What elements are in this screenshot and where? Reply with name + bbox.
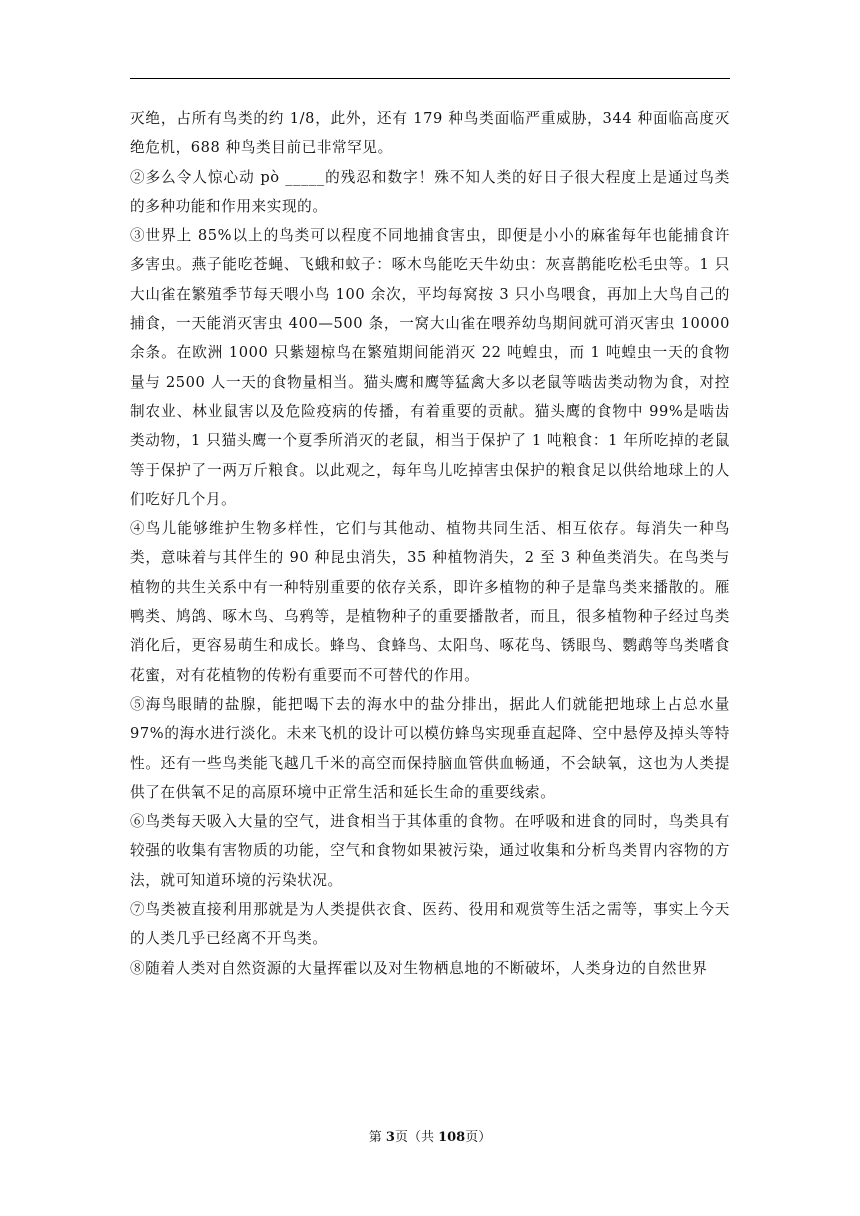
footer-prefix: 第: [368, 1130, 386, 1145]
page-footer: [0, 1130, 860, 1146]
header-rule: [130, 78, 730, 79]
body-text: [130, 104, 730, 983]
footer-total-pages: 108: [438, 1130, 466, 1145]
paragraph-6: ⑥鸟类每天吸入大量的空气，进食相当于其体重的食物。在呼吸和进食的同时，鸟类具有较强的收集有害物质的功能，空气和食物如果被污染，通过收集和分析鸟类胃内容物的方法，就可知道环境的污染状况。: [130, 813, 730, 889]
paragraph-8: ⑧随着人类对自然资源的大量挥霍以及对生物栖息地的不断破坏，人类身边的自然世界: [130, 959, 708, 977]
footer-page-number: 3: [385, 1130, 395, 1145]
paragraph-continued: 灭绝，占所有鸟类的约 1/8，此外，还有 179 种鸟类面临严重威胁，344 种面临高度灭绝危机，688 种鸟类目前已非常罕见。: [130, 110, 730, 157]
paragraph-3: ③世界上 85%以上的鸟类可以程度不同地捕食害虫，即便是小小的麻雀每年也能捕食许多害虫。燕子能吃苍蝇、飞蛾和蚊子：啄木鸟能吃天牛幼虫：灰喜鹊能吃松毛虫等。1 只大山雀在繁殖季节每天喂小鸟 100 余次，平均每窝按 3 只小鸟喂食，再加上大鸟自己的捕食，一天能消灭害虫 400—500 条，一窝大山雀在喂养幼鸟期间就可消灭害虫 10000 余条。在欧洲 1000 只紫翅椋鸟在繁殖期间能消灭 22 吨蝗虫，而 1 吨蝗虫一天的食物量与 2500 人一天的食物量相当。猫头鹰和鹰等猛禽大多以老鼠等啮齿类动物为食，对控制农业、林业鼠害以及危险疫病的传播，有着重要的贡献。猫头鹰的食物中 99%是啮齿类动物，1 只猫头鹰一个夏季所消灭的老鼠，相当于保护了 1 吨粮食：1 年所吃掉的老鼠等于保护了一两万斤粮食。以此观之，每年鸟儿吃掉害虫保护的粮食足以供给地球上的人们吃好几个月。: [130, 227, 730, 508]
paragraph-7: ⑦鸟类被直接利用那就是为人类提供衣食、医药、役用和观赏等生活之需等，事实上今天的人类几乎已经离不开鸟类。: [130, 901, 730, 948]
footer-suffix: 页）: [465, 1130, 492, 1145]
paragraph-2: ②多么令人惊心动 pò _____的残忍和数字！殊不知人类的好日子很大程度上是通过鸟类的多种功能和作用来实现的。: [130, 168, 730, 215]
footer-middle: 页（共: [394, 1130, 439, 1145]
paragraph-5: ⑤海鸟眼睛的盐腺，能把喝下去的海水中的盐分排出，据此人们就能把地球上占总水量 97%的海水进行淡化。未来飞机的设计可以模仿蜂鸟实现垂直起降、空中悬停及掉头等特性。还有一些鸟类能飞越几千米的高空而保持脑血管供血畅通，不会缺氧，这也为人类提供了在供氧不足的高原环境中正常生活和延长生命的重要线索。: [130, 695, 730, 801]
paragraph-4: ④鸟儿能够维护生物多样性，它们与其他动、植物共同生活、相互依存。每消失一种鸟类，意味着与其伴生的 90 种昆虫消失，35 种植物消失，2 至 3 种鱼类消失。在鸟类与植物的共生关系中有一种特别重要的依存关系，即许多植物的种子是靠鸟类来播散的。雁鸭类、鸠鸽、啄木鸟、乌鸦等，是植物种子的重要播散者，而且，很多植物种子经过鸟类消化后，更容易萌生和成长。蜂鸟、食蜂鸟、太阳鸟、啄花鸟、锈眼鸟、鹦鹉等鸟类嗜食花蜜，对有花植物的传粉有重要而不可替代的作用。: [130, 520, 730, 684]
